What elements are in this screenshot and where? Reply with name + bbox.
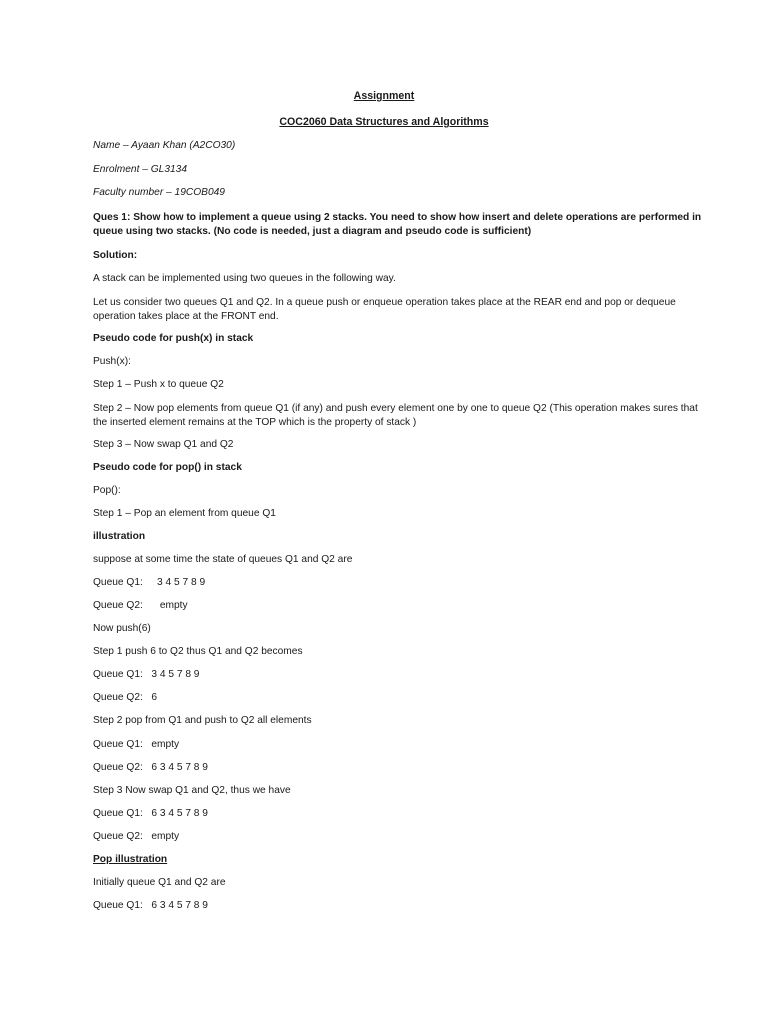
course-title: COC2060 Data Structures and Algorithms — [279, 116, 489, 128]
push-pseudo-heading: Pseudo code for push(x) in stack — [93, 333, 254, 344]
push-step-1: Step 1 – Push x to queue Q2 — [93, 379, 224, 390]
state1-queue-q2: Queue Q2: 6 — [93, 692, 157, 703]
pop-initially-line: Initially queue Q1 and Q2 are — [93, 877, 226, 888]
state1-queue-q1: Queue Q1: 3 4 5 7 8 9 — [93, 669, 200, 680]
student-faculty-number: Faculty number – 19COB049 — [93, 187, 225, 198]
state2-queue-q2: Queue Q2: 6 3 4 5 7 8 9 — [93, 762, 208, 773]
assignment-title: Assignment — [353, 90, 415, 102]
student-name: Name – Ayaan Khan (A2CO30) — [93, 140, 236, 151]
illustration-step-3: Step 3 Now swap Q1 and Q2, thus we have — [93, 785, 291, 796]
student-enrolment: Enrolment – GL3134 — [93, 164, 188, 175]
push-function: Push(x): — [93, 356, 131, 367]
illustration-step-1: Step 1 push 6 to Q2 thus Q1 and Q2 becomes — [93, 646, 303, 657]
push-step-3: Step 3 – Now swap Q1 and Q2 — [93, 439, 234, 450]
solution-heading: Solution: — [93, 250, 138, 261]
state3-queue-q2: Queue Q2: empty — [93, 831, 180, 842]
pop-function: Pop(): — [93, 485, 121, 496]
pop-pseudo-heading: Pseudo code for pop() in stack — [93, 462, 242, 473]
illustration-step-2: Step 2 pop from Q1 and push to Q2 all elements — [93, 715, 312, 726]
state3-queue-q1: Queue Q1: 6 3 4 5 7 8 9 — [93, 808, 208, 819]
pop-illustration-heading: Pop illustration — [93, 854, 168, 865]
illustration-suppose: suppose at some time the state of queues Q1 and Q2 are — [93, 554, 353, 565]
now-push-line: Now push(6) — [93, 623, 151, 634]
solution-intro: A stack can be implemented using two queues in the following way. — [93, 273, 396, 284]
state2-queue-q1: Queue Q1: empty — [93, 739, 180, 750]
pop-step-1: Step 1 – Pop an element from queue Q1 — [93, 508, 276, 519]
illustration-heading: illustration — [93, 531, 146, 542]
push-step-2: Step 2 – Now pop elements from queue Q1 (if any) and push every element one by one to queue Q2 (This operation makes sures that the inserted element remains at the TOP which is the property of stack ) — [93, 403, 698, 428]
state0-queue-q2: Queue Q2: empty — [93, 600, 188, 611]
question-text: Ques 1: Show how to implement a queue using 2 stacks. You need to show how insert and delete operations are performed in queue using two stacks. (No code is needed, just a diagram and pseudo code is sufficient) — [93, 212, 702, 237]
state4-queue-q1: Queue Q1: 6 3 4 5 7 8 9 — [93, 900, 208, 911]
solution-consider: Let us consider two queues Q1 and Q2. In a queue push or enqueue operation takes place at the REAR end and pop or dequeue operation takes place at the FRONT end. — [93, 297, 676, 322]
state0-queue-q1: Queue Q1: 3 4 5 7 8 9 — [93, 577, 206, 588]
